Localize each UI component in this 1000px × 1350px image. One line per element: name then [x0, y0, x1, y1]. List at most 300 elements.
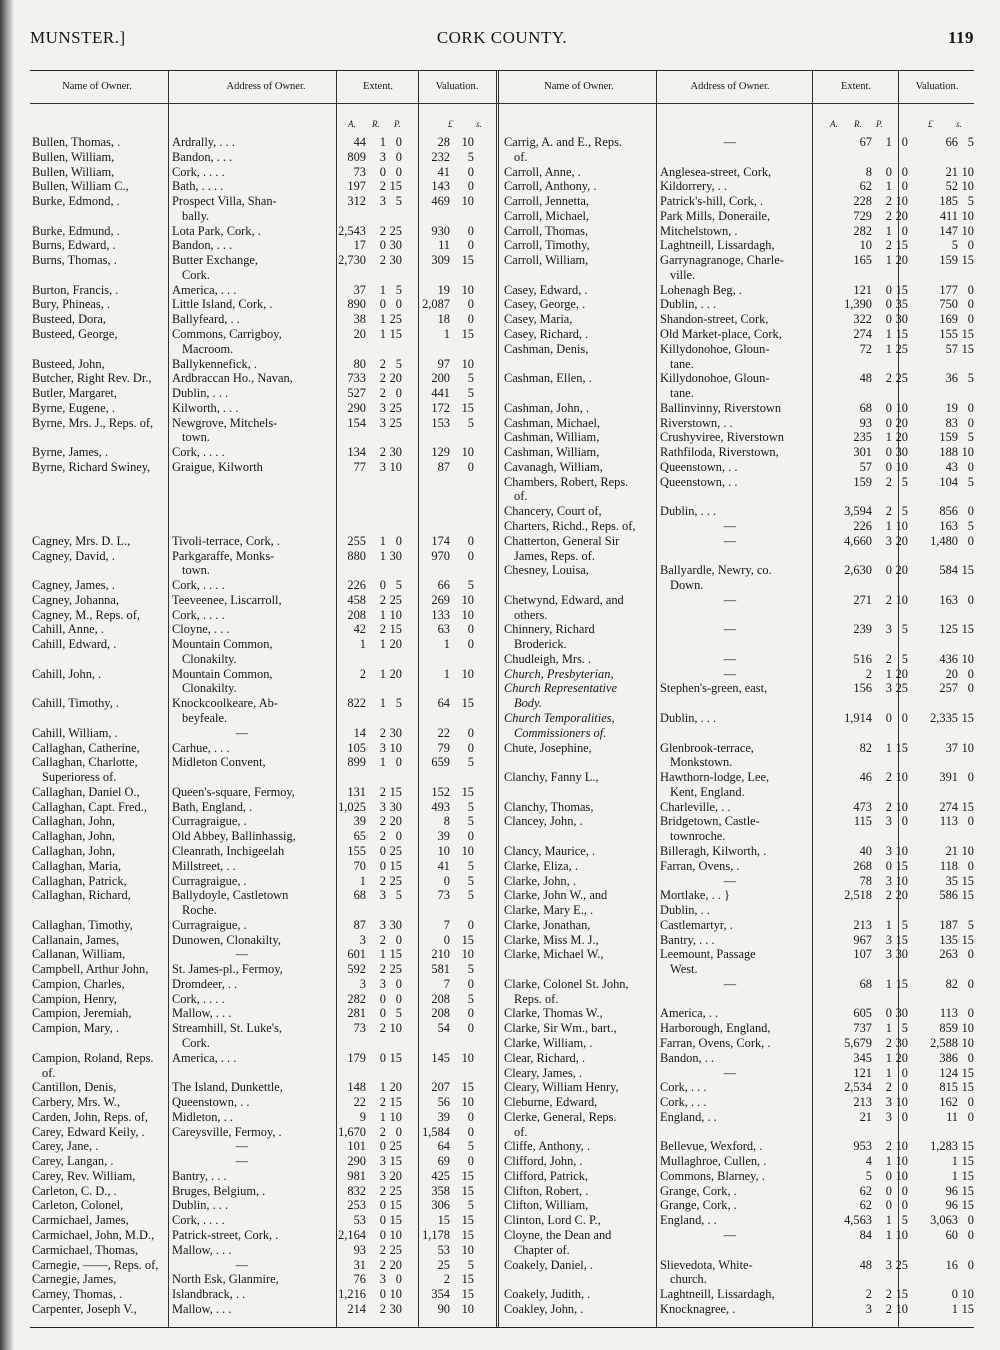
- extent-acres: 57: [859, 459, 872, 474]
- owner-name: Cashman, John, .: [504, 400, 590, 415]
- table-row: [500, 312, 974, 327]
- extent-roods: 1: [885, 1213, 892, 1228]
- table-row: [500, 445, 974, 460]
- table-row: [30, 888, 500, 903]
- valuation-shillings: 15: [961, 327, 974, 341]
- owner-address: Riverstown, . .: [660, 415, 733, 430]
- table-row: [500, 489, 970, 504]
- table-row: [500, 903, 970, 918]
- table-row: [30, 874, 500, 889]
- owner-name: Cavanagh, William,: [504, 459, 603, 474]
- extent-perches: 0: [395, 829, 402, 844]
- valuation-pounds: 584: [939, 563, 958, 578]
- table-row: [30, 947, 500, 962]
- extent-perches: 25: [389, 1183, 402, 1198]
- table-row: [30, 1125, 500, 1140]
- valuation-shillings: 15: [961, 1183, 974, 1198]
- extent-acres: 48: [859, 1257, 872, 1272]
- owner-address: Dublin, . . .: [660, 711, 717, 726]
- valuation-pounds: 169: [939, 312, 958, 327]
- table-row: [30, 1080, 500, 1095]
- owner-address: Curragraigue, .: [172, 814, 247, 829]
- table-row: [500, 637, 970, 652]
- valuation-pounds: 104: [939, 474, 958, 489]
- owner-name: Coakely, Daniel, .: [504, 1257, 594, 1272]
- extent-perches: 15: [389, 947, 402, 962]
- extent-roods: 0: [379, 858, 386, 873]
- valuation-pounds: 66: [437, 578, 450, 593]
- extent-roods: 1: [379, 548, 386, 563]
- table-row: [500, 858, 974, 874]
- table-row: [30, 253, 500, 268]
- extent-roods: 3: [379, 799, 386, 814]
- extent-roods: 2: [885, 238, 892, 253]
- extent-acres: 10: [859, 238, 872, 253]
- extent-roods: 3: [885, 1109, 892, 1124]
- owner-address: Cork, . . . .: [172, 1213, 225, 1228]
- table-row: [500, 711, 974, 726]
- extent-roods: 2: [379, 1242, 386, 1257]
- extent-perches: 20: [895, 415, 908, 430]
- valuation-shillings: 0: [967, 282, 974, 297]
- valuation-shillings: 5: [467, 888, 474, 903]
- owner-address: Ardbraccan Ho., Navan,: [172, 371, 293, 386]
- valuation-shillings: 10: [461, 1301, 474, 1316]
- table-row: [30, 814, 500, 829]
- owner-address: Streamhill, St. Luke's,: [172, 1021, 282, 1036]
- valuation-shillings: 5: [467, 755, 474, 770]
- owner-name: Callanan, William,: [32, 947, 126, 962]
- owner-name: Coakely, Judith, .: [504, 1287, 591, 1302]
- extent-acres: 38: [353, 312, 366, 327]
- extent-acres: 179: [347, 1050, 366, 1065]
- extent-roods: 2: [379, 445, 386, 460]
- table-row: [30, 416, 500, 431]
- extent-perches: 5: [901, 651, 908, 666]
- extent-perches: 15: [895, 282, 908, 297]
- owner-name: Church Temporalities,: [504, 711, 615, 726]
- valuation-pounds: 135: [939, 932, 958, 947]
- owner-name: Bury, Phineas, .: [32, 297, 111, 312]
- valuation-shillings: 0: [467, 223, 474, 238]
- extent-perches: 15: [895, 1287, 908, 1302]
- owner-address: Lota Park, Cork, .: [172, 223, 261, 238]
- owner-address: Kent, England.: [670, 784, 745, 799]
- table-row: [500, 415, 974, 431]
- table-row: [500, 622, 974, 637]
- owner-address: Bandon, . .: [660, 1050, 715, 1065]
- extent-perches: 0: [395, 533, 402, 548]
- valuation-pounds: 8: [443, 814, 450, 829]
- owner-address: Lohenagh Beg, .: [660, 282, 742, 297]
- table-row: [30, 297, 500, 312]
- valuation-shillings: 0: [967, 947, 974, 962]
- valuation-pounds: 129: [431, 445, 450, 460]
- extent-acres: 21: [859, 1109, 872, 1124]
- extent-perches: 25: [389, 1242, 402, 1257]
- extent-acres: 214: [347, 1301, 366, 1316]
- owner-address: Islandbrack, . .: [172, 1287, 246, 1302]
- extent-acres: 53: [353, 1213, 366, 1228]
- extent-roods: 0: [885, 282, 892, 297]
- owner-address: —: [723, 1227, 737, 1242]
- extent-roods: 2: [379, 962, 386, 977]
- owner-name: Casey, George, .: [504, 297, 586, 312]
- owner-address: Cork, . . .: [660, 1080, 707, 1095]
- owner-name: Cagney, Johanna,: [32, 592, 119, 607]
- extent-roods: 0: [379, 843, 386, 858]
- extent-acres: 8: [865, 164, 872, 179]
- table-row: [500, 578, 970, 593]
- owner-address: —: [723, 533, 737, 548]
- owner-address: Dublin, . . .: [660, 504, 717, 519]
- owner-name: Chesney, Louisa,: [504, 563, 589, 578]
- table-row: [30, 918, 500, 933]
- owner-name: Clarke, Miss M. J.,: [504, 932, 599, 947]
- owner-address: Cloyne, . . .: [172, 622, 230, 637]
- owner-name: Byrne, James, .: [32, 445, 109, 460]
- owner-address: Charleville, . .: [660, 799, 731, 814]
- owner-name: of.: [514, 489, 528, 504]
- valuation-pounds: 69: [437, 1154, 450, 1169]
- extent-perches: 30: [389, 548, 402, 563]
- owner-name: Church Representative: [504, 681, 617, 696]
- col-header-extent-left: Extent.: [362, 81, 394, 92]
- extent-roods: 1: [885, 976, 892, 991]
- unit-roods-right: R.: [854, 119, 862, 129]
- valuation-shillings: 15: [961, 563, 974, 578]
- extent-perches: 5: [395, 1006, 402, 1021]
- owner-name: Carpenter, Joseph V.,: [32, 1301, 137, 1316]
- owner-address: Garrynagranoge, Charle-: [660, 253, 784, 268]
- extent-perches: 20: [895, 563, 908, 578]
- owner-name: Carey, Langan, .: [32, 1154, 114, 1169]
- extent-acres: 809: [347, 149, 366, 164]
- valuation-shillings: 0: [967, 238, 974, 253]
- valuation-pounds: 64: [437, 1139, 450, 1154]
- valuation-shillings: 0: [967, 297, 974, 312]
- unit-shillings-right: s.: [956, 119, 962, 129]
- owner-address: Roche.: [182, 903, 217, 918]
- extent-perches: 5: [901, 1213, 908, 1228]
- table-row: [30, 563, 500, 578]
- page-number: 119: [947, 28, 974, 47]
- valuation-shillings: 0: [967, 814, 974, 829]
- owner-name: Carnegie, ——, Reps. of,: [32, 1257, 159, 1272]
- owner-address: Knocknagree, .: [660, 1301, 736, 1316]
- owner-address: Cork, . . .: [660, 1095, 707, 1110]
- owner-name: Cahill, Anne, .: [32, 622, 104, 637]
- table-row: [500, 947, 974, 962]
- owner-address: —: [723, 873, 737, 888]
- valuation-pounds: 52: [945, 179, 958, 194]
- valuation-pounds: 1: [951, 1168, 958, 1183]
- valuation-shillings: 5: [967, 474, 974, 489]
- table-row: [500, 1287, 974, 1302]
- col-header-name-left: Name of Owner.: [62, 81, 132, 92]
- valuation-shillings: 10: [461, 194, 474, 209]
- unit-shillings-left: s.: [476, 119, 482, 129]
- col-header-valuation-right: Valuation.: [915, 81, 959, 92]
- valuation-shillings: 5: [967, 519, 974, 534]
- owner-address: Shandon-street, Cork,: [660, 312, 769, 327]
- owner-name: Bullen, William,: [32, 164, 115, 179]
- extent-roods: 0: [379, 1006, 386, 1021]
- extent-acres: 729: [853, 208, 872, 223]
- table-row: [500, 799, 974, 815]
- extent-roods: 3: [379, 459, 386, 474]
- valuation-shillings: 0: [467, 1124, 474, 1139]
- valuation-pounds: 208: [431, 991, 450, 1006]
- valuation-pounds: 358: [431, 1183, 450, 1198]
- extent-acres: 953: [853, 1139, 872, 1154]
- owner-name: Clarke, Michael W.,: [504, 947, 604, 962]
- table-row: [500, 1080, 974, 1095]
- extent-acres: 14: [353, 725, 366, 740]
- extent-perches: 5: [901, 504, 908, 519]
- extent-perches: 25: [389, 1139, 402, 1154]
- table-row: [30, 1051, 500, 1066]
- owner-address: America, . . .: [172, 282, 237, 297]
- extent-acres: 213: [853, 1095, 872, 1110]
- valuation-shillings: 10: [961, 740, 974, 755]
- table-row: [30, 549, 500, 564]
- owner-address: Curragraigue, .: [172, 917, 247, 932]
- extent-roods: 0: [379, 1227, 386, 1242]
- extent-acres: 62: [859, 1183, 872, 1198]
- owner-address: Glenbrook-terrace,: [660, 740, 754, 755]
- extent-acres: 458: [347, 592, 366, 607]
- valuation-pounds: 207: [431, 1080, 450, 1095]
- table-row: [30, 1169, 500, 1184]
- extent-acres: 82: [859, 740, 872, 755]
- valuation-pounds: 63: [437, 622, 450, 637]
- owner-address: America, . .: [660, 1006, 719, 1021]
- valuation-pounds: 145: [431, 1050, 450, 1065]
- owner-name: Busteed, Dora,: [32, 312, 106, 327]
- table-row: [500, 1183, 974, 1199]
- extent-roods: 3: [885, 1257, 892, 1272]
- extent-perches: 30: [389, 1301, 402, 1316]
- owner-name: Cagney, James, .: [32, 578, 115, 593]
- unit-acres-right: A.: [830, 119, 838, 129]
- owner-name: Chambers, Robert, Reps.: [504, 474, 629, 489]
- extent-acres: 271: [853, 592, 872, 607]
- owner-address: Cork.: [182, 1035, 210, 1050]
- owner-name: Cahill, William, .: [32, 725, 118, 740]
- table-row: [500, 563, 974, 578]
- table-row: [500, 1050, 974, 1066]
- valuation-pounds: 1,178: [422, 1227, 450, 1242]
- extent-acres: 473: [853, 799, 872, 814]
- extent-perches: 20: [895, 888, 908, 903]
- table-row: [30, 357, 500, 372]
- extent-perches: 10: [389, 459, 402, 474]
- owner-name: Clarke, William, .: [504, 1035, 593, 1050]
- table-row: [30, 312, 500, 327]
- owner-address: Dublin, . . .: [172, 386, 229, 401]
- owner-name: Carroll, Anne, .: [504, 164, 581, 179]
- extent-acres: 255: [347, 533, 366, 548]
- extent-perches: 25: [389, 962, 402, 977]
- extent-acres: 70: [353, 858, 366, 873]
- valuation-shillings: 5: [967, 917, 974, 932]
- extent-acres: 601: [347, 947, 366, 962]
- valuation-shillings: 15: [461, 1183, 474, 1198]
- owner-name: Clear, Richard, .: [504, 1050, 586, 1065]
- owner-name: Clarke, Mary E., .: [504, 903, 594, 918]
- owner-address: Mountain Common,: [172, 637, 273, 652]
- valuation-shillings: 15: [961, 341, 974, 356]
- extent-roods: 3: [885, 932, 892, 947]
- owner-address: —: [723, 666, 737, 681]
- unit-perches-left: P.: [394, 119, 401, 129]
- valuation-pounds: 21: [945, 164, 958, 179]
- extent-acres: 67: [859, 135, 872, 149]
- extent-perches: 20: [895, 253, 908, 268]
- valuation-shillings: 5: [467, 1198, 474, 1213]
- valuation-pounds: 859: [939, 1021, 958, 1036]
- valuation-shillings: 15: [961, 1139, 974, 1154]
- valuation-shillings: 10: [461, 607, 474, 622]
- owner-address: Queenstown, . .: [660, 459, 738, 474]
- table-row: [30, 711, 500, 726]
- extent-perches: 0: [395, 135, 402, 149]
- extent-perches: 10: [895, 194, 908, 209]
- owner-name: Cashman, Ellen, .: [504, 371, 592, 386]
- extent-perches: 20: [895, 208, 908, 223]
- extent-perches: 35: [895, 297, 908, 312]
- owner-address: Rathfiloda, Riverstown,: [660, 445, 779, 460]
- province-label: MUNSTER.]: [30, 28, 126, 47]
- table-row: [500, 341, 974, 357]
- extent-roods: 0: [885, 415, 892, 430]
- table-row: [30, 1066, 500, 1081]
- extent-roods: 3: [379, 149, 386, 164]
- owner-name: Cleary, William Henry,: [504, 1080, 619, 1095]
- table-row: [500, 430, 974, 445]
- valuation-shillings: 0: [467, 164, 474, 179]
- owner-address: St. James-pl., Fermoy,: [172, 962, 283, 977]
- table-row: [500, 976, 974, 992]
- extent-roods: 2: [885, 592, 892, 607]
- extent-roods: 3: [379, 415, 386, 430]
- owner-address: Patrick-street, Cork, .: [172, 1227, 279, 1242]
- owner-name: Byrne, Mrs. J., Reps. of,: [32, 415, 154, 430]
- owner-address: Kilworth, . . .: [172, 400, 239, 415]
- extent-perches: 5: [901, 1021, 908, 1036]
- owner-name: Carbery, Mrs. W.,: [32, 1095, 120, 1110]
- table-row: [500, 1301, 974, 1317]
- valuation-pounds: 25: [437, 1257, 450, 1272]
- valuation-shillings: 15: [961, 799, 974, 814]
- extent-acres: 9: [359, 1109, 366, 1124]
- owner-address: Kildorrery, . .: [660, 179, 727, 194]
- owner-address: Mountain Common,: [172, 666, 273, 681]
- valuation-pounds: 56: [437, 1095, 450, 1110]
- valuation-shillings: 0: [467, 976, 474, 991]
- owner-address: Macroom.: [182, 341, 234, 356]
- table-row: [500, 1257, 974, 1273]
- owner-name: Carney, Thomas, .: [32, 1287, 123, 1302]
- table-row: [30, 1287, 500, 1302]
- extent-acres: 527: [347, 386, 366, 401]
- table-row: [500, 371, 974, 386]
- extent-roods: 0: [379, 1287, 386, 1302]
- valuation-shillings: 15: [461, 327, 474, 341]
- owner-name: Chute, Josephine,: [504, 740, 592, 755]
- valuation-shillings: 15: [961, 1080, 974, 1095]
- owner-name: Clifford, Patrick,: [504, 1168, 589, 1183]
- valuation-shillings: 0: [967, 1109, 974, 1124]
- extent-acres: 282: [853, 223, 872, 238]
- owner-name: Burns, Edward, .: [32, 238, 116, 253]
- extent-roods: 3: [379, 1168, 386, 1183]
- table-row: [500, 1125, 970, 1140]
- valuation-shillings: 10: [961, 223, 974, 238]
- owner-address: England, . .: [660, 1213, 717, 1228]
- owner-address: Queenstown, . .: [660, 474, 738, 489]
- table-row: [30, 327, 500, 342]
- owner-name: of.: [514, 149, 528, 164]
- valuation-shillings: 0: [967, 666, 974, 681]
- owner-name: Burke, Edmond, .: [32, 194, 120, 209]
- extent-perches: 10: [389, 1109, 402, 1124]
- extent-perches: 25: [389, 223, 402, 238]
- owner-name: Bullen, William,: [32, 149, 115, 164]
- extent-acres: 73: [353, 1021, 366, 1036]
- valuation-pounds: 208: [431, 1006, 450, 1021]
- owner-address: Mortlake, . . }: [660, 888, 730, 903]
- valuation-pounds: 970: [431, 548, 450, 563]
- valuation-pounds: 36: [945, 371, 958, 386]
- owner-name: Callaghan, Timothy,: [32, 917, 133, 932]
- owner-name: Clarke, John, .: [504, 873, 576, 888]
- page-header: [30, 28, 974, 54]
- owner-address: Grange, Cork, .: [660, 1183, 737, 1198]
- valuation-pounds: 54: [437, 1021, 450, 1036]
- extent-perches: 5: [395, 696, 402, 711]
- extent-roods: 2: [885, 1080, 892, 1095]
- valuation-shillings: 5: [967, 135, 974, 149]
- valuation-pounds: 3,063: [930, 1213, 958, 1228]
- extent-roods: 3: [379, 400, 386, 415]
- owner-address: Grange, Cork, .: [660, 1198, 737, 1213]
- extent-acres: 3: [359, 976, 366, 991]
- valuation-shillings: 5: [467, 858, 474, 873]
- valuation-shillings: 0: [467, 297, 474, 312]
- valuation-pounds: 1,283: [930, 1139, 958, 1154]
- owner-name: Church, Presbyterian,: [504, 666, 614, 681]
- extent-perches: 10: [895, 592, 908, 607]
- owner-address: tane.: [670, 386, 694, 401]
- owner-address: Cork, . . . .: [172, 164, 225, 179]
- extent-acres: 290: [347, 1154, 366, 1169]
- owner-name: Burke, Edmund, .: [32, 223, 120, 238]
- table-row: [500, 962, 970, 977]
- table-row: [500, 357, 970, 372]
- extent-perches: 25: [389, 843, 402, 858]
- table-row: [500, 533, 974, 549]
- valuation-pounds: 82: [945, 976, 958, 991]
- owner-name: Clifton, Robert, .: [504, 1183, 589, 1198]
- owner-address: Bandon, . . .: [172, 149, 233, 164]
- valuation-shillings: 10: [961, 208, 974, 223]
- extent-roods: 1: [379, 327, 386, 341]
- owner-address: Cork, . . . .: [172, 991, 225, 1006]
- owner-address: Cork, . . . .: [172, 578, 225, 593]
- table-row: [500, 504, 974, 519]
